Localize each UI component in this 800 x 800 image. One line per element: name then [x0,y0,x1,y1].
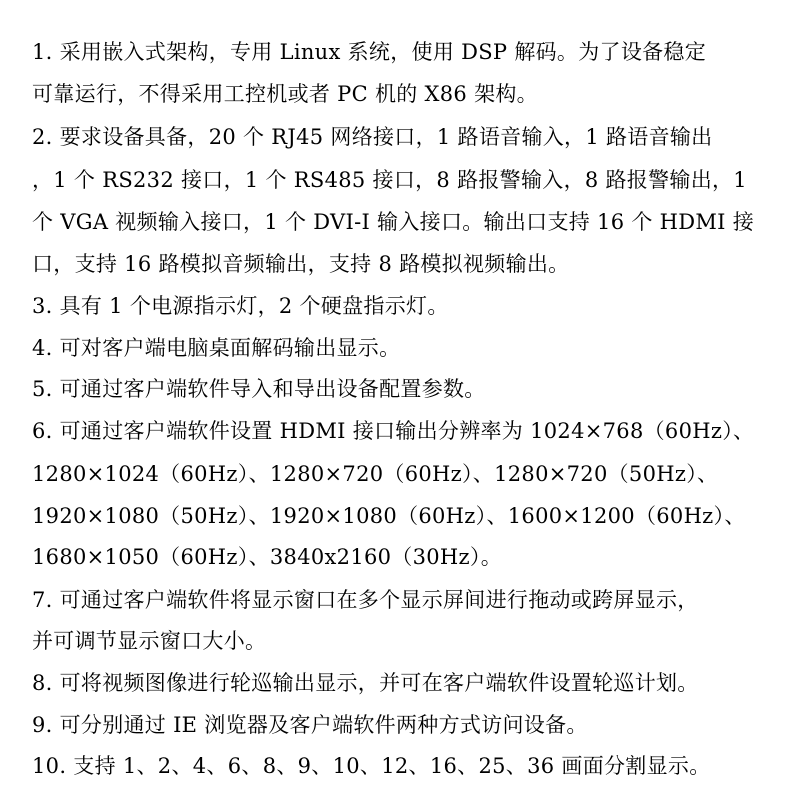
text-line: 6. 可通过客户端软件设置 HDMI 接口输出分辨率为 1024×768（60Hz）、 [32,419,755,443]
text-line: 口，支持 16 路模拟音频输出，支持 8 路模拟视频输出。 [32,252,570,276]
text-line: 1280×1024（60Hz）、1280×720（60Hz）、1280×720（50Hz）、 [32,462,719,486]
text-line: 10. 支持 1、2、4、6、8、9、10、12、16、25、36 画面分割显示。 [32,754,711,778]
text-line: 5. 可通过客户端软件导入和导出设备配置参数。 [32,377,486,401]
text-line: 8. 可将视频图像进行轮巡输出显示，并可在客户端软件设置轮巡计划。 [32,671,699,695]
text-line: 个 VGA 视频输入接口，1 个 DVI-I 输入接口。输出口支持 16 个 HDMI 接 [32,210,755,234]
text-line: 2. 要求设备具备，20 个 RJ45 网络接口，1 路语音输入，1 路语音输出 [32,125,713,149]
text-line: 1920×1080（50Hz）、1920×1080（60Hz）、1600×1200（60Hz）、 [32,504,746,528]
text-line: 并可调节显示窗口大小。 [32,629,267,653]
text-line: 9. 可分别通过 IE 浏览器及客户端软件两种方式访问设备。 [32,713,588,737]
text-line: 3. 具有 1 个电源指示灯，2 个硬盘指示灯。 [32,294,449,318]
text-line: 可靠运行，不得采用工控机或者 PC 机的 X86 架构。 [32,82,538,106]
text-line: 7. 可通过客户端软件将显示窗口在多个显示屏间进行拖动或跨屏显示， [32,588,699,612]
text-line: 1680×1050（60Hz）、3840x2160（30Hz）。 [32,545,503,569]
text-line: 4. 可对客户端电脑桌面解码输出显示。 [32,336,401,360]
text-line: ，1 个 RS232 接口，1 个 RS485 接口，8 路报警输入，8 路报警输出，1 [32,168,747,192]
text-line: 1. 采用嵌入式架构，专用 Linux 系统，使用 DSP 解码。为了设备稳定 [32,40,707,64]
